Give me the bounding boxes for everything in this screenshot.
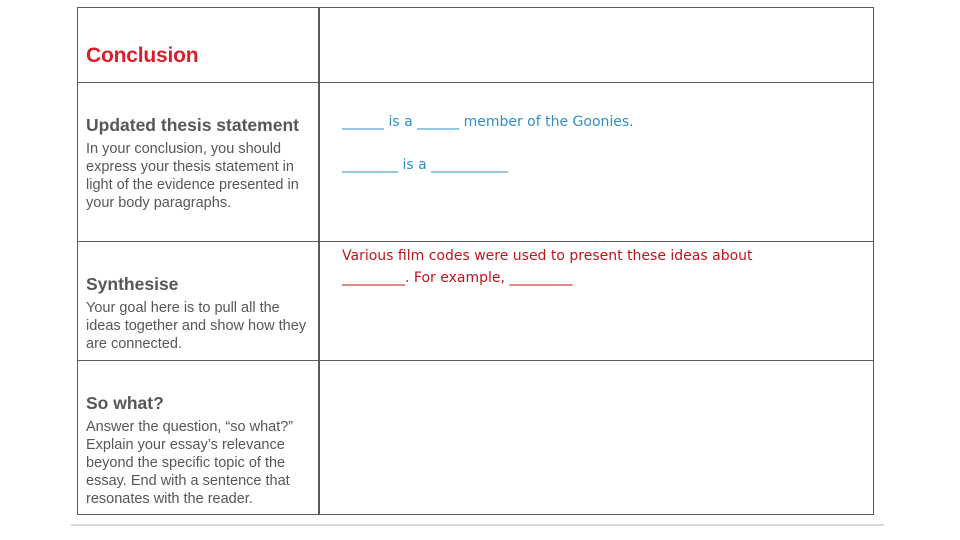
row-divider (78, 360, 873, 361)
row-heading: So what? (86, 393, 164, 413)
row-heading: Updated thesis statement (86, 115, 299, 135)
table-title: Conclusion (86, 44, 199, 67)
row-updated-thesis (86, 115, 312, 212)
response-thesis-line-1: ______ is a ______ member of the Goonies. (342, 114, 634, 130)
row-divider (78, 241, 873, 242)
row-heading: Synthesise (86, 274, 179, 294)
response-thesis-line-2: ________ is a ___________ (342, 157, 509, 173)
row-description: Your goal here is to pull all the ideas together and show how they are connected. (86, 300, 307, 352)
row-divider (78, 82, 873, 83)
row-synthesise (86, 274, 312, 353)
column-divider (318, 8, 320, 514)
response-synthesise: Various film codes were used to present these ideas about _________. For example, _________ (342, 248, 753, 286)
conclusion-table (77, 7, 874, 515)
bottom-divider (71, 524, 884, 526)
row-description: Answer the question, “so what?” Explain your essay’s relevance beyond the specific topic of the essay. End with a sentence that resonates with the reader. (86, 419, 294, 507)
row-so-what (86, 393, 312, 508)
row-description: In your conclusion, you should express your thesis statement in light of the evidence presented in your body paragraphs. (86, 141, 299, 211)
